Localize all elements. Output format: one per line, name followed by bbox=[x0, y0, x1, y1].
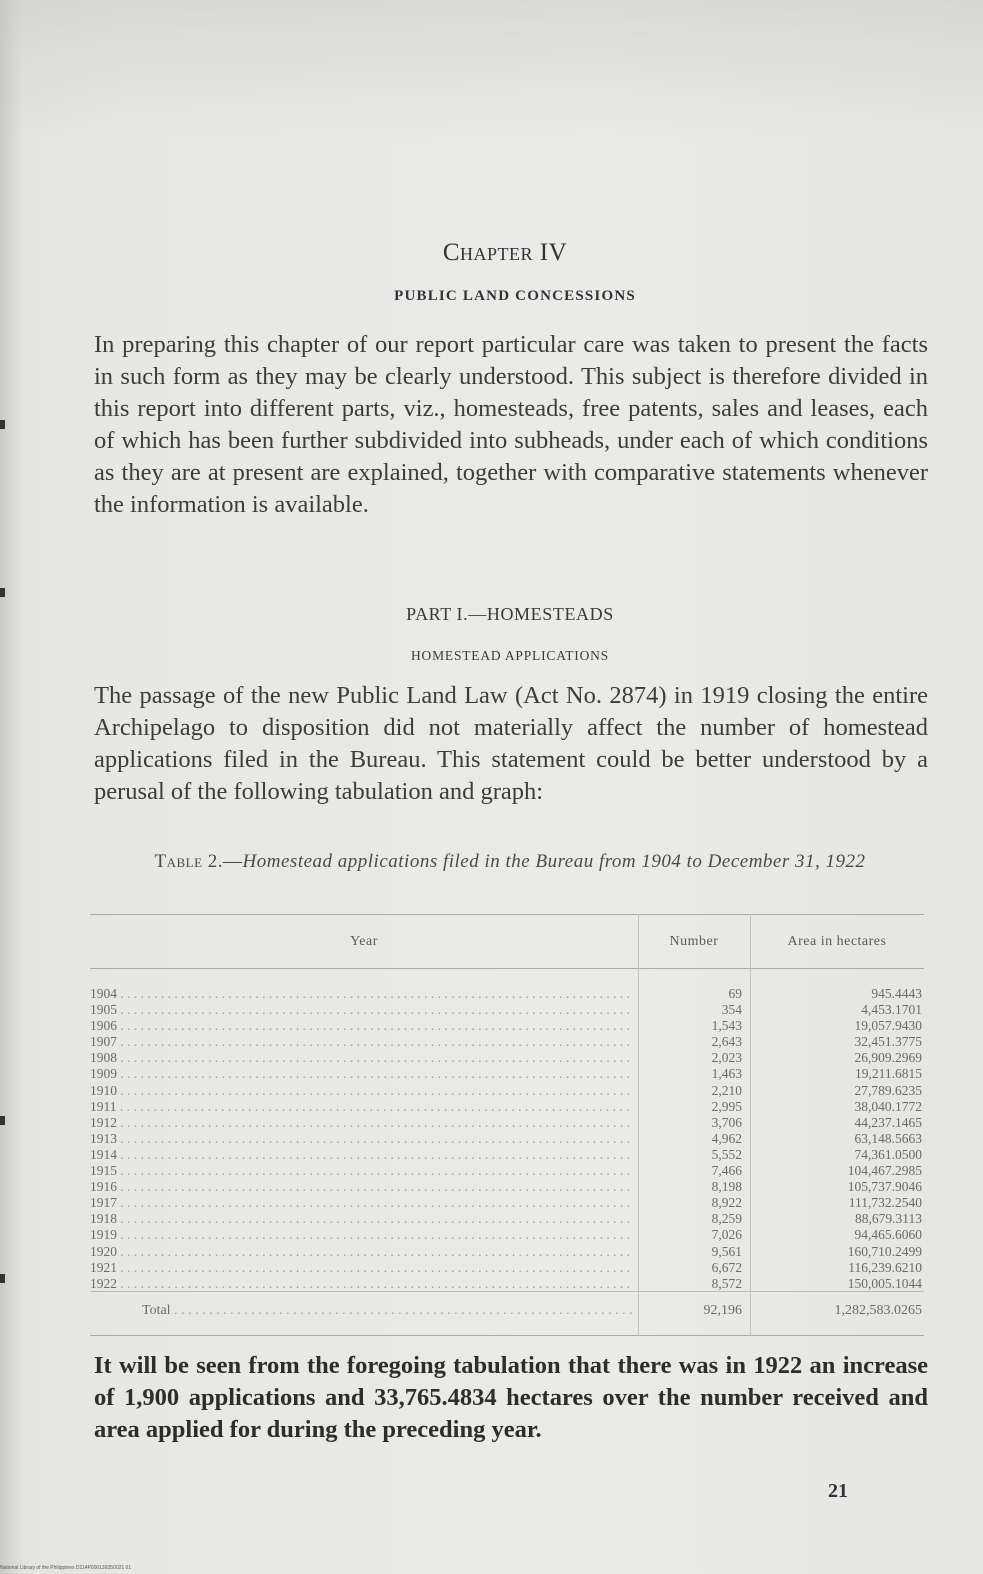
table-rule bbox=[90, 1335, 924, 1336]
cell-year: 1921 . . . bbox=[90, 1260, 634, 1276]
cell-number: 6,672 bbox=[711, 1259, 742, 1275]
cell-number: 9,561 bbox=[711, 1243, 742, 1259]
cell-number: 4,962 bbox=[711, 1130, 742, 1146]
table-caption bbox=[120, 850, 900, 874]
chapter-subheading: PUBLIC LAND CONCESSIONS bbox=[394, 288, 636, 304]
chapter-heading: Chapter IV bbox=[442, 239, 568, 266]
cell-year: 1918 . . . bbox=[90, 1211, 634, 1227]
table-row bbox=[90, 1034, 924, 1050]
table-row bbox=[90, 1066, 924, 1082]
page-shading bbox=[0, 0, 983, 140]
table-row bbox=[90, 1050, 924, 1066]
cell-area: 945.4443 bbox=[871, 986, 922, 1001]
cell-year: 1906 . . . bbox=[90, 1018, 634, 1034]
table-row bbox=[90, 1276, 924, 1292]
cell-number: 2,210 bbox=[711, 1082, 742, 1098]
cell-number: 2,995 bbox=[711, 1098, 742, 1114]
closing-paragraph: It will be seen from the foregoing tabulation that there was in 1922 an increase of 1,900 applications and 33,765.4834 hectares over the number received and area applied for during the preceding year. bbox=[94, 1352, 928, 1443]
cell-number: 1,463 bbox=[711, 1066, 742, 1082]
cell-area: 19,211.6815 bbox=[855, 1066, 922, 1082]
margin-mark bbox=[0, 1274, 5, 1283]
cell-number: 69 bbox=[728, 986, 742, 1001]
cell-year: 1905 . . . bbox=[90, 1002, 634, 1018]
margin-mark bbox=[0, 588, 5, 597]
cell-year: 1909 . . . bbox=[90, 1066, 634, 1082]
table-row bbox=[90, 1131, 924, 1147]
cell-year: 1919 . . . bbox=[90, 1227, 634, 1243]
cell-year: 1910 . . . bbox=[90, 1083, 634, 1099]
table-row bbox=[90, 1179, 924, 1195]
cell-number: 8,198 bbox=[711, 1179, 742, 1195]
cell-area: 38,040.1772 bbox=[854, 1098, 922, 1114]
cell-year: 1917 . . . bbox=[90, 1195, 634, 1211]
cell-number: 354 bbox=[721, 1002, 742, 1018]
table-row bbox=[90, 1260, 924, 1276]
table-caption-title: Homestead applications filed in the Bureau from 1904 to December 31, 1922 bbox=[242, 851, 866, 872]
table-row bbox=[90, 986, 924, 1002]
cell-area: 105,737.9046 bbox=[847, 1179, 922, 1195]
cell-number: 8,922 bbox=[711, 1195, 742, 1211]
table-row bbox=[90, 1163, 924, 1179]
table-body bbox=[90, 986, 924, 1292]
section-paragraph: The passage of the new Public Land Law (Act No. 2874) in 1919 closing the entire Archipelago to disposition did not materially affect the number of homestead applications filed in the Bureau. This statement could be better understood by a perusal of the following tabulation and graph: bbox=[94, 682, 928, 805]
table-row bbox=[90, 1244, 924, 1260]
section-heading: HOMESTEAD APPLICATIONS bbox=[411, 648, 609, 663]
cell-area: 4,453.1701 bbox=[861, 1002, 922, 1018]
margin-mark bbox=[0, 420, 5, 429]
cell-year: 1920 . . . bbox=[90, 1244, 634, 1260]
cell-year: 1912 . . . bbox=[90, 1115, 634, 1131]
column-header-area: Area in hectares bbox=[787, 934, 887, 949]
table-rule bbox=[90, 968, 924, 969]
cell-area: 74,361.0500 bbox=[854, 1146, 922, 1162]
cell-number: 1,543 bbox=[711, 1018, 742, 1034]
cell-area: 111,732.2540 bbox=[848, 1195, 922, 1211]
cell-number: 8,572 bbox=[711, 1275, 742, 1291]
cell-year: 1915 . . . bbox=[90, 1163, 634, 1179]
total-label: Total . . . bbox=[142, 1301, 634, 1321]
total-area: 1,282,583.0265 bbox=[834, 1303, 922, 1318]
cell-number: 5,552 bbox=[711, 1146, 742, 1162]
cell-area: 27,789.6235 bbox=[854, 1082, 922, 1098]
cell-area: 94,465.6060 bbox=[854, 1227, 922, 1243]
cell-area: 116,239.6210 bbox=[848, 1259, 922, 1275]
cell-year: 1904 . . . bbox=[90, 986, 634, 1002]
cell-year: 1922 . . . bbox=[90, 1276, 634, 1292]
cell-area: 88,679.3113 bbox=[855, 1211, 922, 1227]
table-caption-lead: Table 2.— bbox=[154, 851, 243, 872]
table-row bbox=[90, 1195, 924, 1211]
cell-area: 104,467.2985 bbox=[847, 1163, 922, 1179]
cell-year: 1913 . . . bbox=[90, 1131, 634, 1147]
table-row bbox=[90, 1115, 924, 1131]
page-number: 21 bbox=[828, 1480, 848, 1502]
homestead-table bbox=[90, 914, 924, 1336]
cell-area: 44,237.1465 bbox=[854, 1114, 922, 1130]
table-row bbox=[90, 1083, 924, 1099]
table-rule bbox=[90, 914, 924, 915]
table-row bbox=[90, 1147, 924, 1163]
table-total-row bbox=[90, 1301, 924, 1321]
margin-mark bbox=[0, 1116, 5, 1125]
table-row bbox=[90, 1099, 924, 1115]
cell-area: 19,057.9430 bbox=[854, 1018, 922, 1034]
table-row bbox=[90, 1002, 924, 1018]
cell-year: 1907 . . . bbox=[90, 1034, 634, 1050]
cell-number: 2,643 bbox=[711, 1034, 742, 1050]
part-heading: PART I.—HOMESTEADS bbox=[406, 604, 614, 624]
column-header-number: Number bbox=[669, 934, 719, 949]
archive-footer: National Library of the Philippines D114P000139350021 01 bbox=[0, 1565, 132, 1571]
column-header-year: Year bbox=[350, 934, 378, 949]
table-row bbox=[90, 1018, 924, 1034]
intro-paragraph: In preparing this chapter of our report particular care was taken to present the facts in such form as they may be clearly understood. This subject is therefore divided in this report into different parts, viz., homesteads, free patents, sales and leases, each of which has been further subdivided into subheads, under each of which conditions as they are at present are explained, together with comparative statements whenever the information is available. bbox=[94, 331, 928, 518]
cell-year: 1916 . . . bbox=[90, 1179, 634, 1195]
cell-area: 63,148.5663 bbox=[854, 1130, 922, 1146]
cell-number: 7,466 bbox=[711, 1163, 742, 1179]
cell-area: 160,710.2499 bbox=[847, 1243, 922, 1259]
table-row bbox=[90, 1211, 924, 1227]
cell-number: 8,259 bbox=[711, 1211, 742, 1227]
table-row bbox=[90, 1227, 924, 1243]
cell-number: 3,706 bbox=[711, 1114, 742, 1130]
cell-number: 7,026 bbox=[711, 1227, 742, 1243]
cell-area: 32,451.3775 bbox=[854, 1034, 922, 1050]
cell-year: 1908 . . . bbox=[90, 1050, 634, 1066]
cell-number: 2,023 bbox=[711, 1050, 742, 1066]
cell-year: 1911 . . . bbox=[90, 1099, 634, 1115]
cell-year: 1914 . . . bbox=[90, 1147, 634, 1163]
cell-area: 150,005.1044 bbox=[847, 1275, 922, 1291]
total-number: 92,196 bbox=[703, 1303, 742, 1318]
cell-area: 26,909.2969 bbox=[854, 1050, 922, 1066]
